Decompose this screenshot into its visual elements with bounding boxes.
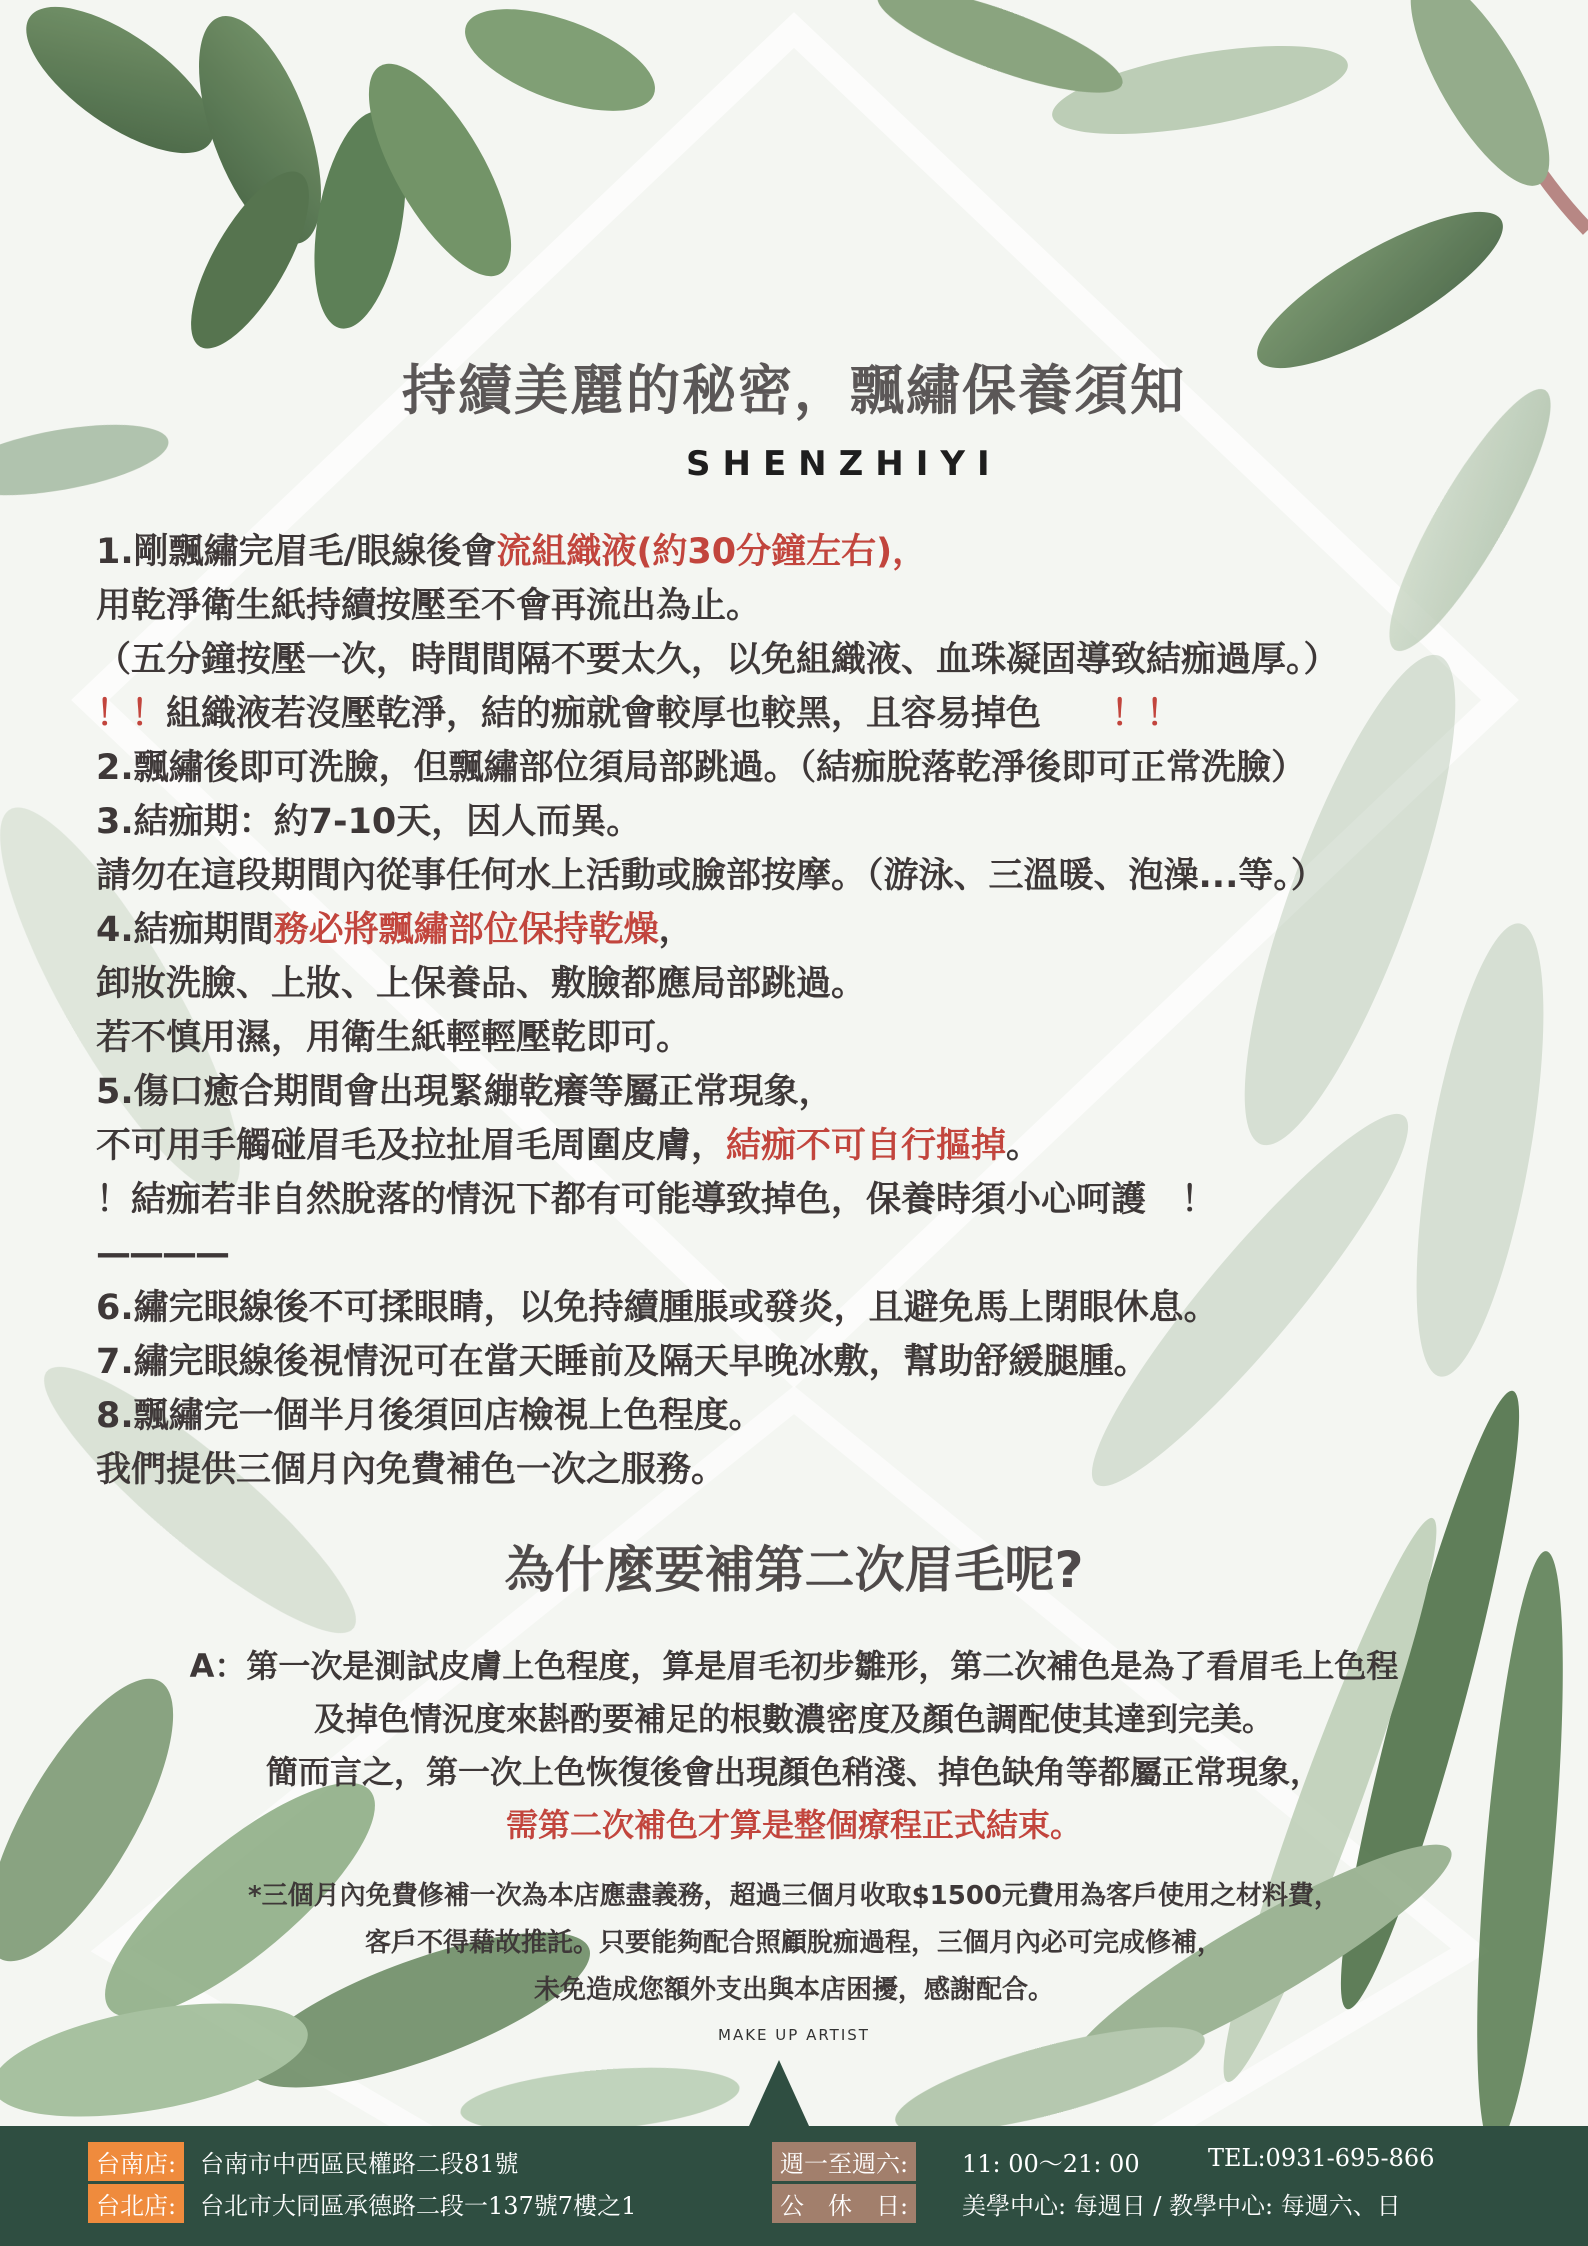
- page-title: 持續美麗的秘密，飄繡保養須知: [402, 359, 1186, 422]
- hours-label: 週一至週六:: [772, 2142, 916, 2181]
- instruction-line: （五分鐘按壓一次，時間間隔不要太久，以免組織液、血珠凝固導致結痂過厚。）: [96, 640, 1339, 680]
- tainan-store-label: 台南店:: [88, 2142, 184, 2181]
- highlight-text: 務必將飄繡部位保持乾燥: [273, 910, 659, 950]
- instruction-line: 6.繡完眼線後不可揉眼睛，以免持續腫脹或發炎，且避免馬上閉眼休息。: [96, 1288, 1219, 1328]
- answer-line: 及掉色情況度來斟酌要補足的根數濃密度及顏色調配使其達到完美。: [313, 1700, 1274, 1738]
- brand-name: SHENZHIYI: [686, 444, 1002, 484]
- answer-line: 簡而言之，第一次上色恢復後會出現顏色稍淺、掉色缺角等都屬正常現象，: [265, 1753, 1322, 1791]
- highlight-text: 結痂不可自行摳掉: [726, 1126, 1007, 1166]
- faq-answer: [0, 1640, 1588, 1852]
- instruction-line: 8.飄繡完一個半月後須回店檢視上色程度。: [96, 1396, 764, 1436]
- answer-highlight: 需第二次補色才算是整個療程正式結束。: [505, 1806, 1082, 1844]
- note-line: *三個月內免費修補一次為本店應盡義務，超過三個月收取$1500元費用為客戶使用之材料費，: [247, 1881, 1341, 1911]
- highlight-text: 流組織液(約30分鐘左右): [496, 532, 893, 572]
- warning-mark: ！！: [1111, 694, 1182, 734]
- instruction-line: 5.傷口癒合期間會出現緊繃乾癢等屬正常現象，: [96, 1072, 834, 1112]
- note-line: 客戶不得藉故推託。只要能夠配合照顧脫痂過程，三個月內必可完成修補，: [364, 1928, 1223, 1958]
- phone-number: TEL:0931-695-866: [1208, 2144, 1435, 2172]
- instruction-line: 請勿在這段期間內從事任何水上活動或臉部按摩。（游泳、三溫暖、泡澡...等。）: [96, 856, 1326, 896]
- instruction-line: ！結痂若非自然脫落的情況下都有可能導致掉色，保養時須小心呵護 ！: [96, 1180, 1217, 1220]
- instruction-line: 卸妝洗臉、上妝、上保養品、敷臉都應局部跳過。: [96, 964, 867, 1004]
- instruction-line: 7.繡完眼線後視情況可在當天睡前及隔天早晚冰敷，幫助舒緩腿腫。: [96, 1342, 1149, 1382]
- care-instructions: [96, 525, 1566, 1497]
- separator-dashes: ————: [96, 1234, 228, 1274]
- instruction-line: 4.結痂期間務必將飄繡部位保持乾燥，: [96, 910, 694, 950]
- footer-bar: [0, 2126, 1588, 2246]
- hours-value: 11: 00～21: 00: [962, 2150, 1140, 2178]
- taipei-store-label: 台北店:: [88, 2184, 184, 2223]
- footer-triangle: [749, 2060, 809, 2126]
- instruction-line: 我們提供三個月內免費補色一次之服務。: [96, 1450, 727, 1490]
- closed-days-value: 美學中心: 每週日 / 教學中心: 每週六、日: [962, 2192, 1401, 2220]
- makeup-artist-label: MAKE UP ARTIST: [718, 2026, 870, 2044]
- faq-question: 為什麼要補第二次眉毛呢?: [504, 1541, 1084, 1599]
- warning-mark: ！！: [96, 694, 167, 734]
- instruction-line: 不可用手觸碰眉毛及拉扯眉毛周圍皮膚，結痂不可自行摳掉。: [96, 1126, 1042, 1166]
- instruction-line: 2.飄繡後即可洗臉，但飄繡部位須局部跳過。（結痂脫落乾淨後即可正常洗臉）: [96, 748, 1307, 788]
- tainan-address: 台南市中西區民權路二段81號: [200, 2150, 519, 2178]
- instruction-line: 用乾淨衛生紙持續按壓至不會再流出為止。: [96, 586, 762, 626]
- instruction-line: 若不慎用濕，用衛生紙輕輕壓乾即可。: [96, 1018, 692, 1058]
- note-line: 未免造成您額外支出與本店困擾，感謝配合。: [533, 1975, 1054, 2005]
- instruction-line: 3.結痂期：約7-10天，因人而異。: [96, 802, 642, 842]
- answer-line: A：第一次是測試皮膚上色程度，算是眉毛初步雛形，第二次補色是為了看眉毛上色程: [189, 1647, 1399, 1685]
- closed-days-label: 公 休 日:: [772, 2184, 916, 2223]
- policy-note: [0, 1873, 1588, 2014]
- taipei-address: 台北市大同區承德路二段一137號7樓之1: [200, 2192, 637, 2220]
- instruction-line: 1.剛飄繡完眉毛/眼線後會流組織液(約30分鐘左右)，: [96, 532, 928, 572]
- instruction-line: ！！組織液若沒壓乾淨，結的痂就會較厚也較黑，且容易掉色 ！！: [96, 694, 1182, 734]
